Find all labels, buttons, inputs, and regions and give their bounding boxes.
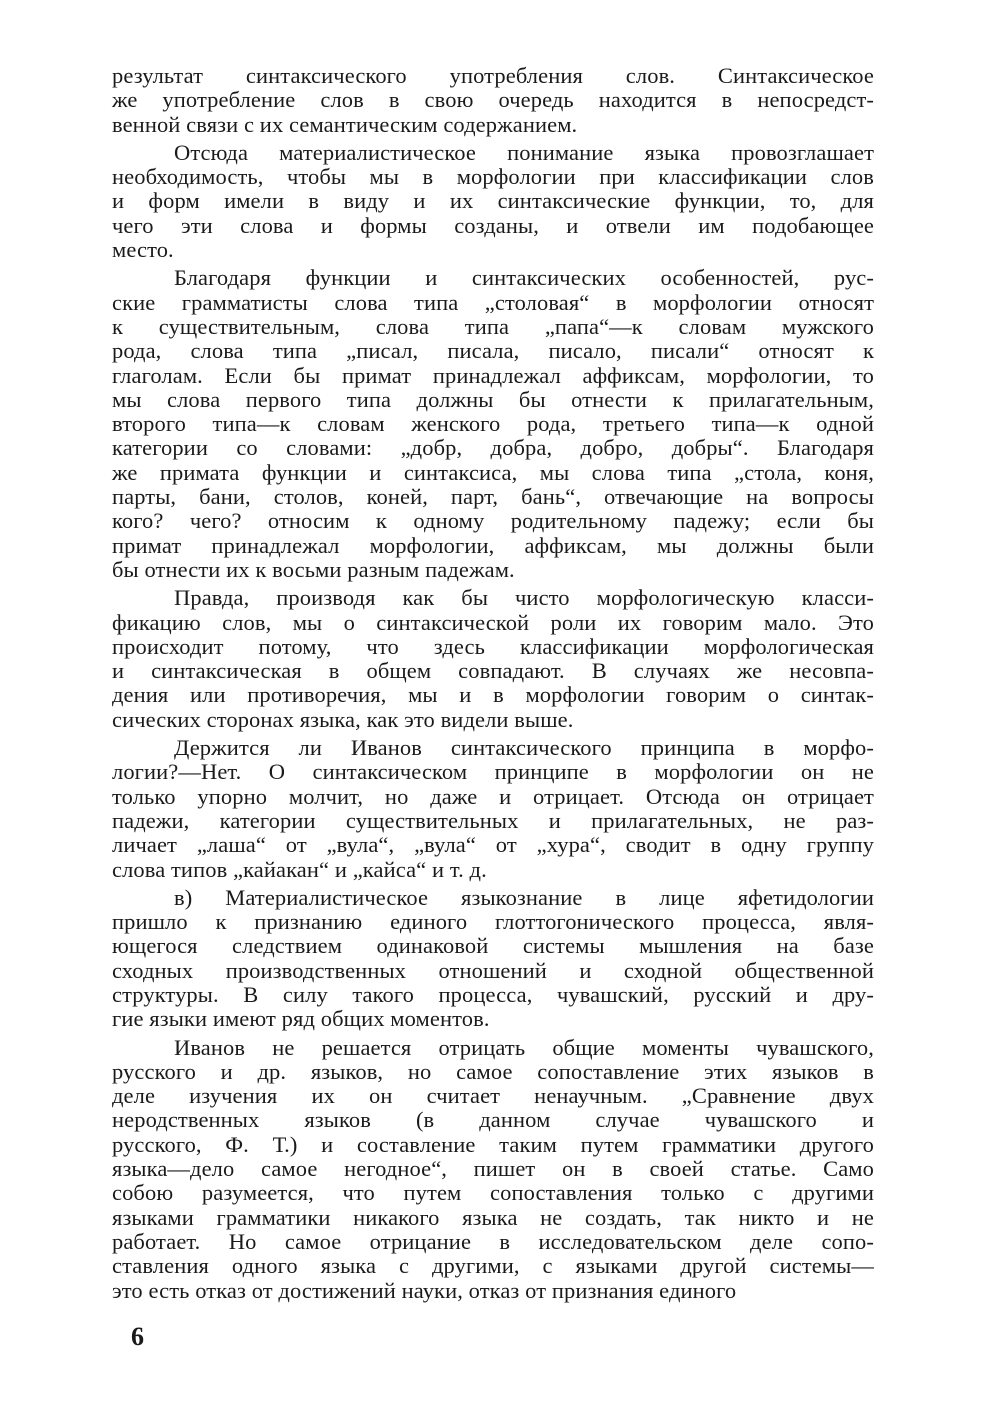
paragraph [112, 141, 874, 262]
text-line: падежи, категории существительных и прилагательных, не раз- [112, 807, 874, 833]
text-line: ские грамматисты слова типа „столовая“ в морфологии относят [112, 289, 874, 315]
text-line: фикацию слов, мы о синтаксической роли их говорим мало. Это [112, 609, 874, 635]
text-line: собою разумеется, что путем сопоставления только с другими [112, 1180, 874, 1206]
text-line: и синтаксическая в общем совпадают. В случаях же несовпа- [112, 658, 874, 684]
text-line: мы слова первого типа должны бы отнести к прилагательным, [112, 386, 874, 412]
text-line: в) Материалистическое языкознание в лице яфетидологии [174, 884, 874, 910]
text-line: же примата функции и синтаксиса, мы слова типа „стола, коня, [112, 459, 874, 485]
text-line: только упорно молчит, но даже и отрицает. Отсюда он отрицает [112, 783, 874, 809]
paragraph [112, 266, 874, 582]
paragraph [112, 586, 874, 732]
text-line: и форм имели в виду и их синтаксические функции, то, для [112, 188, 874, 214]
text-line: Благодаря функции и синтаксических особенностей, рус- [174, 265, 874, 291]
text-line: языками грамматики никакого языка не создать, так никто и не [112, 1204, 874, 1230]
text-line: работает. Но самое отрицание в исследовательском деле сопо- [112, 1228, 874, 1254]
text-line: чего эти слова и формы созданы, и отвели им подобающее [112, 212, 874, 238]
paragraph [112, 886, 874, 1032]
text-line: рода, слова типа „писал, писала, писало, писали“ относят к [112, 338, 874, 364]
text-line: дения или противоречия, мы и в морфологии говорим о синтак- [112, 682, 874, 708]
text-line: примат принадлежал морфологии, аффиксам, мы должны были [112, 532, 874, 558]
text-line: результат синтаксического употребления слов. Синтаксическое [112, 63, 874, 88]
text-line: логии?—Нет. О синтаксическом принципе в морфологии он не [112, 759, 874, 785]
text-line: Правда, производя как бы чисто морфологическую класси- [174, 585, 874, 611]
text-line: русского, Ф. Т.) и составление таким путем грамматики другого [112, 1131, 874, 1157]
paragraph [112, 1036, 874, 1303]
text-line: парты, бани, столов, коней, парт, бань“, отвечающие на вопросы [112, 484, 874, 510]
text-line: Отсюда материалистическое понимание языка провозглашает [174, 139, 874, 165]
text-line: бы отнести их к восьми разным падежам. [112, 556, 515, 582]
text-line: гие языки имеют ряд общих моментов. [112, 1006, 490, 1032]
text-line: происходит потому, что здесь классификации морфологическая [112, 633, 874, 659]
paragraph [112, 736, 874, 882]
text-line: ющегося следствием одинаковой системы мышления на базе [112, 933, 874, 959]
body-text [112, 64, 874, 1303]
text-line: языка—дело самое негодное“, пишет он в своей статье. Само [112, 1156, 874, 1182]
paragraph [112, 64, 874, 137]
text-line: необходимость, чтобы мы в морфологии при классификации слов [112, 164, 874, 190]
text-line: Держится ли Иванов синтаксического принципа в морфо- [174, 735, 874, 761]
text-line: сходных производственных отношений и сходной общественной [112, 957, 874, 983]
text-line: второго типа—к словам женского рода, третьего типа—к одной [112, 411, 874, 437]
text-line: категории со словами: „добр, добра, добро, добры“. Благодаря [112, 435, 874, 461]
text-line: глаголам. Если бы примат принадлежал аффиксам, морфологии, то [112, 362, 874, 388]
text-line: слова типов „кайакан“ и „кайса“ и т. д. [112, 856, 487, 882]
text-line: сических сторонах языка, как это видели выше. [112, 706, 574, 732]
text-line: к существительным, слова типа „папа“—к словам мужского [112, 313, 874, 339]
text-line: Иванов не решается отрицать общие моменты чувашского, [174, 1034, 874, 1060]
text-line: кого? чего? относим к одному родительному падежу; если бы [112, 508, 874, 534]
text-line: личает „лаша“ от „вула“, „вула“ от „хура“, сводит в одну группу [112, 832, 874, 858]
text-line: место. [112, 237, 174, 263]
text-line: это есть отказ от достижений науки, отказ от признания единого [112, 1277, 737, 1303]
text-line: венной связи с их семантическим содержанием. [112, 111, 578, 137]
text-line: пришло к признанию единого глоттогонического процесса, явля- [112, 909, 874, 935]
text-line: деле изучения их он считает ненаучным. „Сравнение двух [112, 1083, 874, 1109]
text-line: ставления одного языка с другими, с языками другой системы— [112, 1253, 874, 1279]
text-line: же употребление слов в свою очередь находится в непосредст- [112, 87, 874, 113]
page-number: 6 [131, 1322, 144, 1351]
text-line: структуры. В силу такого процесса, чувашский, русский и дру- [112, 981, 874, 1007]
text-line: русского и др. языков, но самое сопоставление этих языков в [112, 1058, 874, 1084]
text-line: неродственных языков (в данном случае чувашского и [112, 1107, 874, 1133]
